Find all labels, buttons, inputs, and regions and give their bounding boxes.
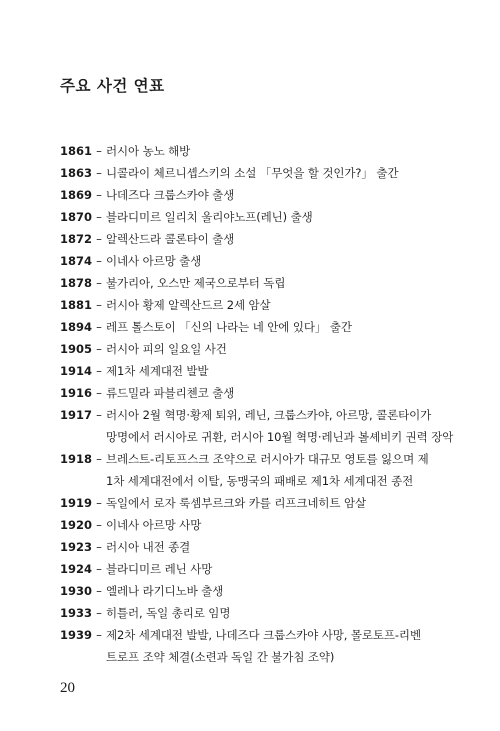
entry-year: 1923: [60, 540, 93, 554]
entry-dash: –: [96, 452, 102, 466]
timeline-entry: [60, 228, 480, 250]
timeline-entry: [60, 536, 480, 558]
entry-description-line: 1차 세계대전에서 이탈, 동맹국의 패배로 제1차 세계대전 종전: [106, 474, 414, 488]
timeline-entry: [60, 514, 480, 536]
timeline-entry: [60, 580, 480, 602]
entry-year: 1933: [60, 606, 93, 620]
timeline-entry: [60, 382, 480, 404]
entry-dash: –: [96, 298, 102, 312]
entry-description-line: 제2차 세계대전 발발, 나데즈다 크룹스카야 사망, 몰로토프-리벤: [106, 628, 421, 642]
entry-year: 1878: [60, 276, 93, 290]
entry-description-line: 불가리아, 오스만 제국으로부터 독립: [106, 276, 286, 290]
timeline-entry: [60, 272, 480, 294]
entry-dash: –: [96, 584, 102, 598]
entry-year: 1914: [60, 364, 93, 378]
entry-description-line: 러시아 피의 일요일 사건: [106, 342, 227, 356]
entry-description: [106, 404, 480, 448]
entry-description-line: 니콜라이 체르니솁스키의 소설 「무엇을 할 것인가?」 출간: [106, 166, 399, 180]
entry-year: 1869: [60, 188, 93, 202]
entry-description-line: 브레스트-리토프스크 조약으로 러시아가 대규모 영토를 잃으며 제: [106, 452, 429, 466]
entry-dash: –: [96, 606, 102, 620]
entry-description: [106, 448, 480, 492]
entry-dash: –: [96, 320, 102, 334]
entry-description-line: 트로프 조약 체결(소련과 독일 간 불가침 조약): [106, 650, 335, 664]
entry-description-line: 망명에서 러시아로 귀환, 러시아 10월 혁명·레닌과 볼셰비키 권력 장악: [106, 430, 454, 444]
entry-description-line: 이네사 아르망 출생: [106, 254, 202, 268]
entry-description: [106, 140, 480, 162]
entry-description: [106, 162, 480, 184]
entry-dash: –: [96, 518, 102, 532]
entry-year: 1861: [60, 144, 93, 158]
entry-dash: –: [96, 562, 102, 576]
timeline-entry: [60, 404, 480, 448]
entry-description-line: 히틀러, 독일 총리로 임명: [106, 606, 231, 620]
entry-description: [106, 272, 480, 294]
entry-description-line: 독일에서 로자 룩셈부르크와 카를 리프크네히트 암살: [106, 496, 366, 510]
entry-description-line: 나데즈다 크룹스카야 출생: [106, 188, 235, 202]
timeline-entry: [60, 624, 480, 668]
entry-description-line: 이네사 아르망 사망: [106, 518, 202, 532]
entry-dash: –: [96, 342, 102, 356]
entry-year: 1918: [60, 452, 93, 466]
timeline-entry: [60, 338, 480, 360]
entry-description-line: 러시아 내전 종결: [106, 540, 191, 554]
timeline-entry: [60, 602, 480, 624]
entry-description: [106, 382, 480, 404]
entry-dash: –: [96, 166, 102, 180]
entry-year: 1872: [60, 232, 93, 246]
entry-description-line: 러시아 2월 혁명·황제 퇴위, 레닌, 크룹스카야, 아르망, 콜론타이가: [106, 408, 432, 422]
entry-description-line: 류드밀라 파블리첸코 출생: [106, 386, 235, 400]
entry-description: [106, 536, 480, 558]
entry-year: 1863: [60, 166, 93, 180]
entry-year: 1874: [60, 254, 93, 268]
timeline-entry: [60, 206, 480, 228]
entry-dash: –: [96, 408, 102, 422]
timeline-entry: [60, 294, 480, 316]
entry-description: [106, 580, 480, 602]
entry-year: 1930: [60, 584, 93, 598]
timeline-entry: [60, 558, 480, 580]
entry-year: 1916: [60, 386, 93, 400]
entry-description-line: 엘레나 라기디노바 출생: [106, 584, 224, 598]
entry-dash: –: [96, 364, 102, 378]
timeline-entry: [60, 250, 480, 272]
timeline-entry: [60, 140, 480, 162]
page-number: 20: [60, 680, 75, 696]
timeline-entry: [60, 184, 480, 206]
entry-description: [106, 294, 480, 316]
entry-description-line: 레프 톨스토이 「신의 나라는 네 안에 있다」 출간: [106, 320, 352, 334]
entry-description-line: 러시아 농노 해방: [106, 144, 191, 158]
entry-description: [106, 514, 480, 536]
entry-description: [106, 558, 480, 580]
entry-description: [106, 338, 480, 360]
entry-description: [106, 624, 480, 668]
entry-year: 1870: [60, 210, 93, 224]
entry-dash: –: [96, 232, 102, 246]
entry-year: 1924: [60, 562, 93, 576]
entry-dash: –: [96, 276, 102, 290]
entry-year: 1881: [60, 298, 93, 312]
entry-description-line: 블라디미르 레닌 사망: [106, 562, 213, 576]
entry-description: [106, 316, 480, 338]
entry-description-line: 러시아 황제 알렉산드르 2세 암살: [106, 298, 271, 312]
entry-description: [106, 492, 480, 514]
entry-description-line: 알렉산드라 콜론타이 출생: [106, 232, 235, 246]
entry-description: [106, 184, 480, 206]
timeline-entry: [60, 316, 480, 338]
entry-dash: –: [96, 254, 102, 268]
entry-year: 1894: [60, 320, 93, 334]
entry-dash: –: [96, 496, 102, 510]
entry-year: 1919: [60, 496, 93, 510]
timeline-entry: [60, 360, 480, 382]
entry-year: 1920: [60, 518, 93, 532]
entry-description-line: 블라디미르 일리치 울리야노프(레닌) 출생: [106, 210, 313, 224]
timeline-entry: [60, 492, 480, 514]
entry-dash: –: [96, 188, 102, 202]
entry-dash: –: [96, 386, 102, 400]
entry-dash: –: [96, 210, 102, 224]
entry-description-line: 제1차 세계대전 발발: [106, 364, 209, 378]
page-title: 주요 사건 연표: [60, 77, 165, 96]
entry-description: [106, 360, 480, 382]
entry-dash: –: [96, 144, 102, 158]
entry-dash: –: [96, 628, 102, 642]
entry-year: 1939: [60, 628, 93, 642]
entry-year: 1905: [60, 342, 93, 356]
entry-description: [106, 228, 480, 250]
entry-year: 1917: [60, 408, 93, 422]
entry-dash: –: [96, 540, 102, 554]
entry-description: [106, 206, 480, 228]
timeline-entry: [60, 448, 480, 492]
timeline-entry: [60, 162, 480, 184]
entry-description: [106, 602, 480, 624]
entry-description: [106, 250, 480, 272]
timeline-list: [60, 140, 480, 668]
